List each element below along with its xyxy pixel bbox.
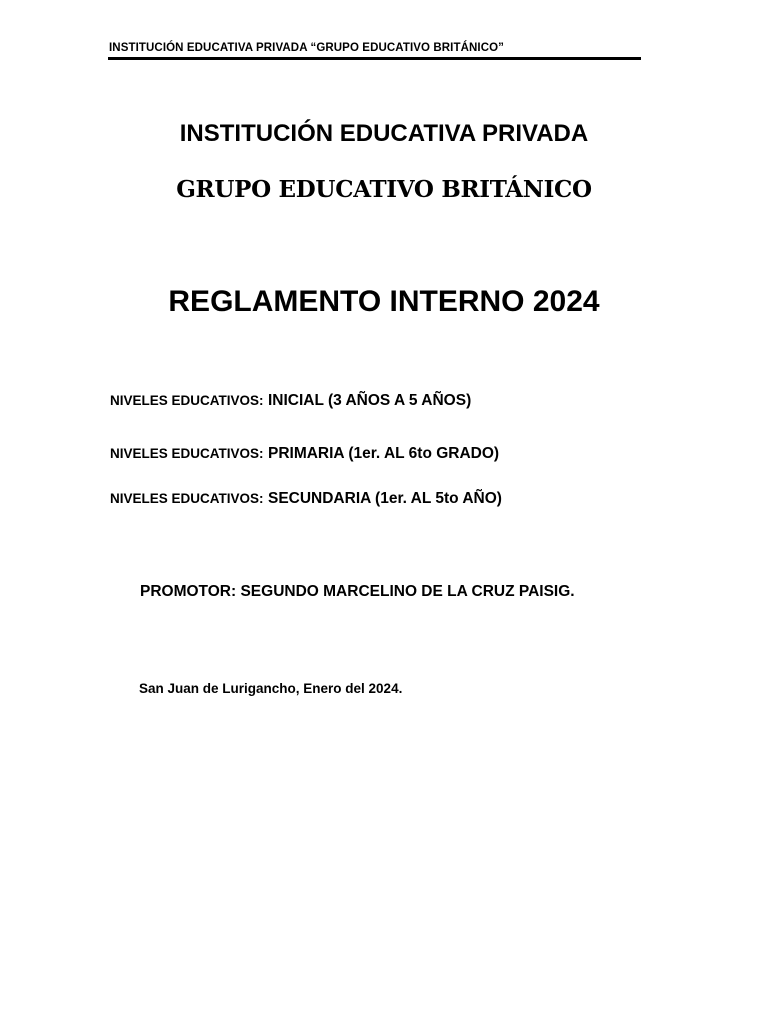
level-line-secundaria [110, 490, 502, 508]
level-label: NIVELES EDUCATIVOS: [110, 393, 264, 408]
institution-title: INSTITUCIÓN EDUCATIVA PRIVADA [179, 120, 589, 147]
running-header: INSTITUCIÓN EDUCATIVA PRIVADA “GRUPO EDUCATIVO BRITÁNICO” [109, 42, 504, 54]
level-line-inicial [110, 392, 471, 410]
level-label: NIVELES EDUCATIVOS: [110, 446, 264, 461]
level-label: NIVELES EDUCATIVOS: [110, 491, 264, 506]
promotor-line: PROMOTOR: SEGUNDO MARCELINO DE LA CRUZ PAISIG. [140, 583, 575, 600]
level-line-primaria [110, 445, 499, 463]
group-title: GRUPO EDUCATIVO BRITÁNICO [176, 176, 592, 203]
level-value: PRIMARIA (1er. AL 6to GRADO) [267, 445, 500, 462]
level-value: SECUNDARIA (1er. AL 5to AÑO) [267, 490, 502, 507]
document-title: REGLAMENTO INTERNO 2024 [168, 285, 600, 318]
header-rule [108, 57, 641, 60]
place-date-line: San Juan de Lurigancho, Enero del 2024. [139, 681, 403, 696]
level-value: INICIAL (3 AÑOS A 5 AÑOS) [267, 392, 472, 409]
